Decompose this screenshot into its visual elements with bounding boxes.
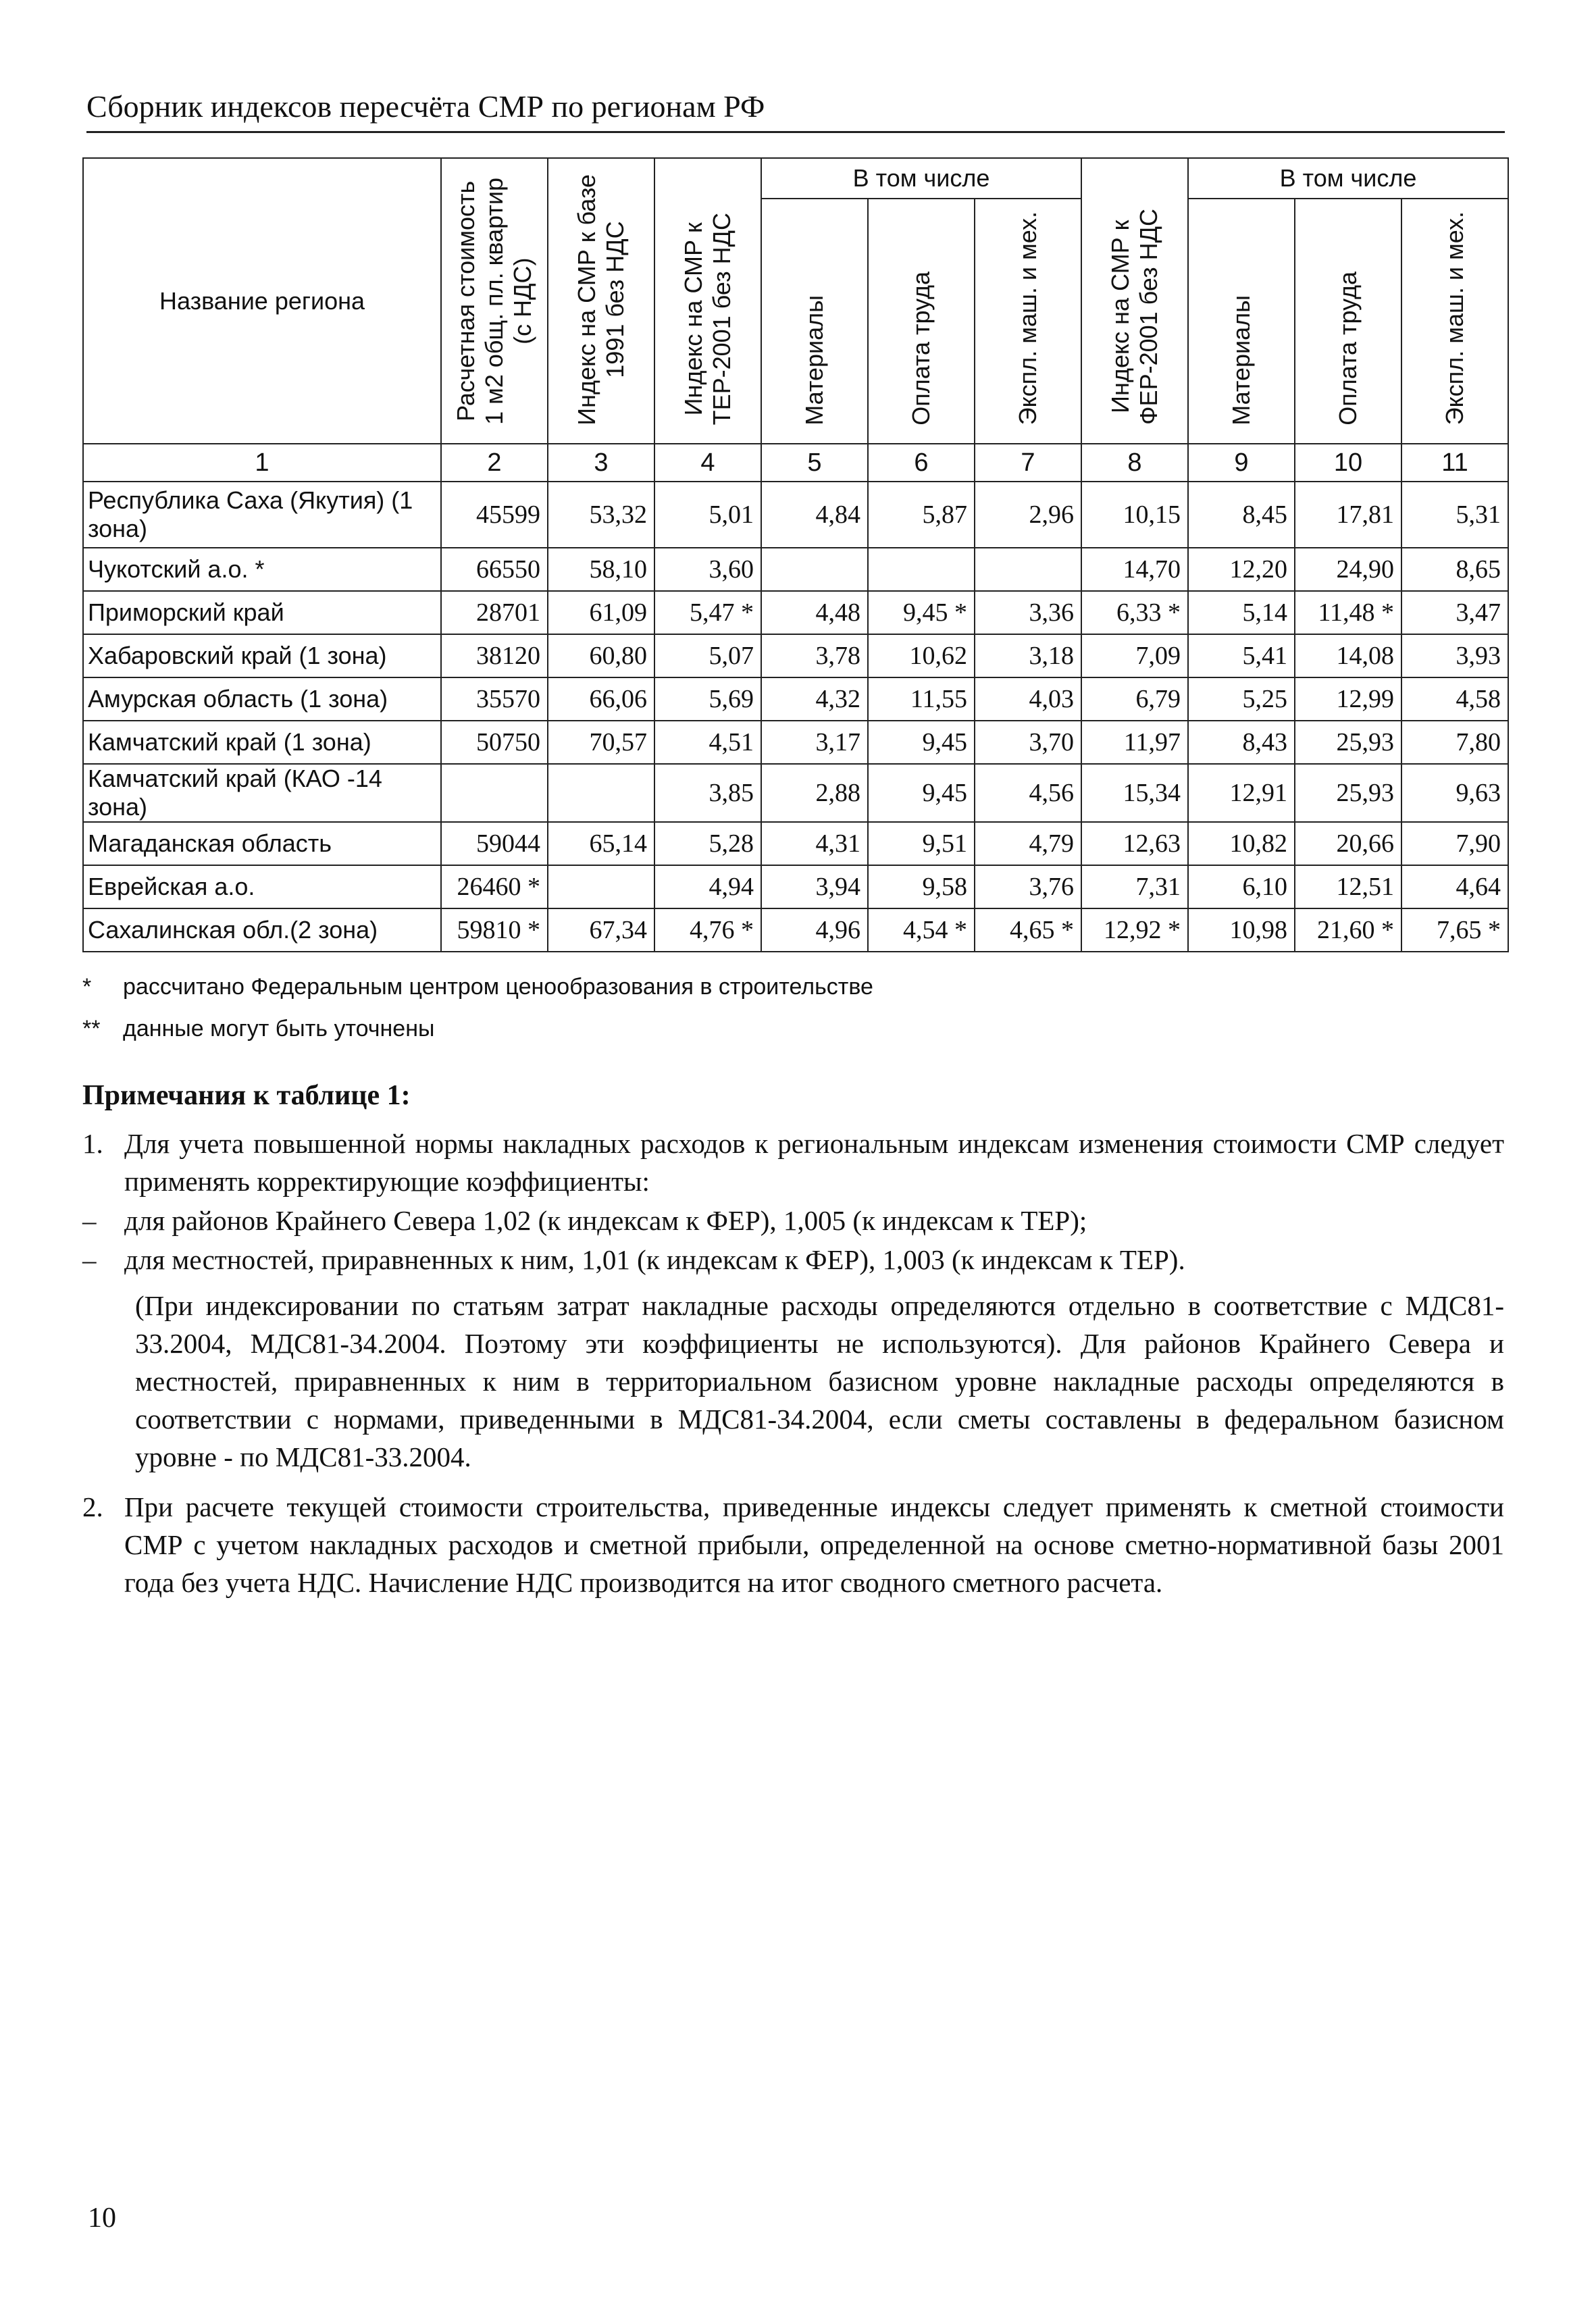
header-col-5: Материалы bbox=[761, 199, 868, 444]
value-cell-c2: 45599 bbox=[441, 482, 548, 548]
region-name-cell: Камчатский край (1 зона) bbox=[83, 721, 441, 764]
footnote-text: рассчитано Федеральным центром ценообразования в строительстве bbox=[123, 974, 873, 1000]
value-cell-c9: 12,91 bbox=[1188, 764, 1295, 822]
dash-mark: – bbox=[82, 1205, 97, 1236]
value-cell-c10: 11,48 * bbox=[1295, 591, 1401, 634]
value-cell-c9: 5,41 bbox=[1188, 634, 1295, 677]
value-cell-c2: 59810 * bbox=[441, 908, 548, 952]
value-cell-c2: 66550 bbox=[441, 548, 548, 591]
value-cell-c8: 14,70 bbox=[1081, 548, 1188, 591]
value-cell-c6: 11,55 bbox=[868, 677, 975, 721]
table-row bbox=[83, 548, 1508, 591]
column-number: 5 bbox=[761, 444, 868, 482]
header-col-7: Экспл. маш. и мех. bbox=[975, 199, 1081, 444]
value-cell-c3 bbox=[548, 764, 654, 822]
table-row bbox=[83, 822, 1508, 865]
value-cell-c4: 3,60 bbox=[654, 548, 761, 591]
value-cell-c4: 4,94 bbox=[654, 865, 761, 908]
value-cell-c11: 9,63 bbox=[1401, 764, 1508, 822]
value-cell-c11: 4,58 bbox=[1401, 677, 1508, 721]
value-cell-c7: 3,76 bbox=[975, 865, 1081, 908]
value-cell-c10: 24,90 bbox=[1295, 548, 1401, 591]
column-number: 2 bbox=[441, 444, 548, 482]
value-cell-c7: 3,36 bbox=[975, 591, 1081, 634]
header-region: Название региона bbox=[83, 158, 441, 444]
value-cell-c7: 2,96 bbox=[975, 482, 1081, 548]
value-cell-c11: 7,65 * bbox=[1401, 908, 1508, 952]
value-cell-c6: 4,54 * bbox=[868, 908, 975, 952]
table-row bbox=[83, 482, 1508, 548]
table-row bbox=[83, 865, 1508, 908]
region-name-cell: Республика Саха (Якутия) (1 зона) bbox=[83, 482, 441, 548]
value-cell-c4: 5,07 bbox=[654, 634, 761, 677]
value-cell-c10: 12,99 bbox=[1295, 677, 1401, 721]
value-cell-c11: 7,80 bbox=[1401, 721, 1508, 764]
value-cell-c5: 3,78 bbox=[761, 634, 868, 677]
value-cell-c10: 17,81 bbox=[1295, 482, 1401, 548]
value-cell-c3: 67,34 bbox=[548, 908, 654, 952]
value-cell-c8: 10,15 bbox=[1081, 482, 1188, 548]
value-cell-c4: 4,76 * bbox=[654, 908, 761, 952]
value-cell-c9: 6,10 bbox=[1188, 865, 1295, 908]
value-cell-c8: 6,79 bbox=[1081, 677, 1188, 721]
note-text: для районов Крайнего Севера 1,02 (к индексам к ФЕР), 1,005 (к индексам к ТЕР); bbox=[124, 1205, 1087, 1236]
value-cell-c3: 70,57 bbox=[548, 721, 654, 764]
value-cell-c9: 8,43 bbox=[1188, 721, 1295, 764]
value-cell-c11: 7,90 bbox=[1401, 822, 1508, 865]
value-cell-c2: 26460 * bbox=[441, 865, 548, 908]
header-col-10: Оплата труда bbox=[1295, 199, 1401, 444]
value-cell-c2 bbox=[441, 764, 548, 822]
value-cell-c10: 14,08 bbox=[1295, 634, 1401, 677]
value-cell-c6: 9,45 bbox=[868, 721, 975, 764]
value-cell-c8: 12,63 bbox=[1081, 822, 1188, 865]
value-cell-c9: 12,20 bbox=[1188, 548, 1295, 591]
value-cell-c8: 7,09 bbox=[1081, 634, 1188, 677]
value-cell-c11: 3,93 bbox=[1401, 634, 1508, 677]
value-cell-c11: 3,47 bbox=[1401, 591, 1508, 634]
value-cell-c10: 25,93 bbox=[1295, 764, 1401, 822]
region-name-cell: Камчатский край (КАО -14 зона) bbox=[83, 764, 441, 822]
value-cell-c3: 61,09 bbox=[548, 591, 654, 634]
note-item-2 bbox=[82, 1488, 1504, 1601]
region-name-cell: Хабаровский край (1 зона) bbox=[83, 634, 441, 677]
note-number: 1. bbox=[82, 1128, 103, 1159]
column-number: 3 bbox=[548, 444, 654, 482]
value-cell-c3: 65,14 bbox=[548, 822, 654, 865]
note-text: При расчете текущей стоимости строительства, приведенные индексы следует применять к сметной стоимости СМР с учетом накладных расходов и сметной прибыли, определенной на основе сметно-нормативной базы 2001 года без учета НДС. Начисление НДС производится на итог сводного сметного расчета. bbox=[124, 1491, 1504, 1598]
column-number-row bbox=[83, 444, 1508, 482]
table-row bbox=[83, 634, 1508, 677]
value-cell-c7 bbox=[975, 548, 1081, 591]
table-row bbox=[83, 721, 1508, 764]
header-col-11: Экспл. маш. и мех. bbox=[1401, 199, 1508, 444]
header-group-ter: В том числе bbox=[761, 158, 1081, 199]
note-item-1 bbox=[82, 1125, 1504, 1200]
value-cell-c6 bbox=[868, 548, 975, 591]
header-col-6: Оплата труда bbox=[868, 199, 975, 444]
value-cell-c4: 5,47 * bbox=[654, 591, 761, 634]
value-cell-c5: 3,17 bbox=[761, 721, 868, 764]
running-header: Сборник индексов пересчёта СМР по регионам РФ bbox=[86, 86, 1505, 133]
value-cell-c11: 8,65 bbox=[1401, 548, 1508, 591]
note-dash-item bbox=[82, 1202, 1504, 1239]
column-number: 10 bbox=[1295, 444, 1401, 482]
footnote bbox=[82, 966, 1501, 1008]
column-number: 4 bbox=[654, 444, 761, 482]
column-number: 1 bbox=[83, 444, 441, 482]
value-cell-c2: 35570 bbox=[441, 677, 548, 721]
column-number: 8 bbox=[1081, 444, 1188, 482]
value-cell-c4: 4,51 bbox=[654, 721, 761, 764]
value-cell-c3: 58,10 bbox=[548, 548, 654, 591]
header-col-8: Индекс на СМР к ФЕР-2001 без НДС bbox=[1081, 158, 1188, 444]
footnote-mark: * bbox=[82, 974, 92, 1000]
region-name-cell: Магаданская область bbox=[83, 822, 441, 865]
value-cell-c7: 4,03 bbox=[975, 677, 1081, 721]
value-cell-c7: 3,70 bbox=[975, 721, 1081, 764]
table-row bbox=[83, 764, 1508, 822]
value-cell-c5: 4,48 bbox=[761, 591, 868, 634]
footnote-mark: ** bbox=[82, 1016, 101, 1042]
header-group-fer: В том числе bbox=[1188, 158, 1508, 199]
header-col-4: Индекс на СМР к ТЕР-2001 без НДС bbox=[654, 158, 761, 444]
table-row bbox=[83, 908, 1508, 952]
value-cell-c9: 5,14 bbox=[1188, 591, 1295, 634]
dash-mark: – bbox=[82, 1244, 97, 1275]
value-cell-c9: 5,25 bbox=[1188, 677, 1295, 721]
regional-index-table bbox=[82, 157, 1509, 952]
footnotes bbox=[82, 966, 1501, 1050]
column-number: 6 bbox=[868, 444, 975, 482]
column-number: 11 bbox=[1401, 444, 1508, 482]
value-cell-c11: 4,64 bbox=[1401, 865, 1508, 908]
note-number: 2. bbox=[82, 1491, 103, 1522]
value-cell-c6: 9,58 bbox=[868, 865, 975, 908]
value-cell-c8: 6,33 * bbox=[1081, 591, 1188, 634]
value-cell-c8: 15,34 bbox=[1081, 764, 1188, 822]
value-cell-c5: 4,96 bbox=[761, 908, 868, 952]
value-cell-c7: 4,79 bbox=[975, 822, 1081, 865]
region-name-cell: Еврейская а.о. bbox=[83, 865, 441, 908]
value-cell-c4: 3,85 bbox=[654, 764, 761, 822]
header-col-2: Расчетная стоимость 1 м2 общ. пл. квартир (с НДС) bbox=[441, 158, 548, 444]
value-cell-c4: 5,01 bbox=[654, 482, 761, 548]
table-row bbox=[83, 591, 1508, 634]
value-cell-c2: 59044 bbox=[441, 822, 548, 865]
value-cell-c8: 11,97 bbox=[1081, 721, 1188, 764]
value-cell-c3: 60,80 bbox=[548, 634, 654, 677]
value-cell-c9: 8,45 bbox=[1188, 482, 1295, 548]
note-text: Для учета повышенной нормы накладных расходов к региональным индексам изменения стоимости СМР следует применять корректирующие коэффициенты: bbox=[124, 1128, 1504, 1197]
value-cell-c7: 4,56 bbox=[975, 764, 1081, 822]
value-cell-c8: 7,31 bbox=[1081, 865, 1188, 908]
footnote bbox=[82, 1008, 1501, 1050]
value-cell-c4: 5,28 bbox=[654, 822, 761, 865]
value-cell-c3 bbox=[548, 865, 654, 908]
header-col-3: Индекс на СМР к базе 1991 без НДС bbox=[548, 158, 654, 444]
column-number: 9 bbox=[1188, 444, 1295, 482]
value-cell-c2: 38120 bbox=[441, 634, 548, 677]
value-cell-c10: 12,51 bbox=[1295, 865, 1401, 908]
value-cell-c6: 9,45 bbox=[868, 764, 975, 822]
table-row bbox=[83, 677, 1508, 721]
value-cell-c3: 53,32 bbox=[548, 482, 654, 548]
region-name-cell: Сахалинская обл.(2 зона) bbox=[83, 908, 441, 952]
note-dash-item bbox=[82, 1241, 1504, 1279]
value-cell-c2: 50750 bbox=[441, 721, 548, 764]
value-cell-c8: 12,92 * bbox=[1081, 908, 1188, 952]
region-name-cell: Амурская область (1 зона) bbox=[83, 677, 441, 721]
value-cell-c5: 4,32 bbox=[761, 677, 868, 721]
value-cell-c4: 5,69 bbox=[654, 677, 761, 721]
header-col-9: Материалы bbox=[1188, 199, 1295, 444]
region-name-cell: Приморский край bbox=[83, 591, 441, 634]
value-cell-c9: 10,98 bbox=[1188, 908, 1295, 952]
region-name-cell: Чукотский а.о. * bbox=[83, 548, 441, 591]
column-number: 7 bbox=[975, 444, 1081, 482]
value-cell-c6: 9,45 * bbox=[868, 591, 975, 634]
value-cell-c7: 4,65 * bbox=[975, 908, 1081, 952]
value-cell-c6: 9,51 bbox=[868, 822, 975, 865]
value-cell-c10: 21,60 * bbox=[1295, 908, 1401, 952]
footnote-text: данные могут быть уточнены bbox=[123, 1016, 435, 1042]
value-cell-c5: 2,88 bbox=[761, 764, 868, 822]
value-cell-c6: 5,87 bbox=[868, 482, 975, 548]
value-cell-c6: 10,62 bbox=[868, 634, 975, 677]
notes-body bbox=[82, 1125, 1504, 1603]
value-cell-c5: 3,94 bbox=[761, 865, 868, 908]
value-cell-c10: 25,93 bbox=[1295, 721, 1401, 764]
value-cell-c5 bbox=[761, 548, 868, 591]
value-cell-c2: 28701 bbox=[441, 591, 548, 634]
note-parenthetical: (При индексировании по статьям затрат накладные расходы определяются отдельно в соответствие с МДС81-33.2004, МДС81-34.2004. Поэтому эти коэффициенты не используются). Для районов Крайнего Севера и местностей, приравненных к ним в территориальном базисном уровне накладные расходы определяются в соответствии с нормами, приведенными в МДС81-34.2004, если сметы составлены в федеральном базисном уровне - по МДС81-33.2004. bbox=[135, 1290, 1504, 1472]
value-cell-c10: 20,66 bbox=[1295, 822, 1401, 865]
value-cell-c11: 5,31 bbox=[1401, 482, 1508, 548]
notes-title: Примечания к таблице 1: bbox=[82, 1080, 411, 1111]
value-cell-c5: 4,31 bbox=[761, 822, 868, 865]
note-text: для местностей, приравненных к ним, 1,01 (к индексам к ФЕР), 1,003 (к индексам к ТЕР). bbox=[124, 1244, 1185, 1275]
value-cell-c7: 3,18 bbox=[975, 634, 1081, 677]
value-cell-c5: 4,84 bbox=[761, 482, 868, 548]
value-cell-c9: 10,82 bbox=[1188, 822, 1295, 865]
value-cell-c3: 66,06 bbox=[548, 677, 654, 721]
page-number: 10 bbox=[88, 2203, 116, 2234]
